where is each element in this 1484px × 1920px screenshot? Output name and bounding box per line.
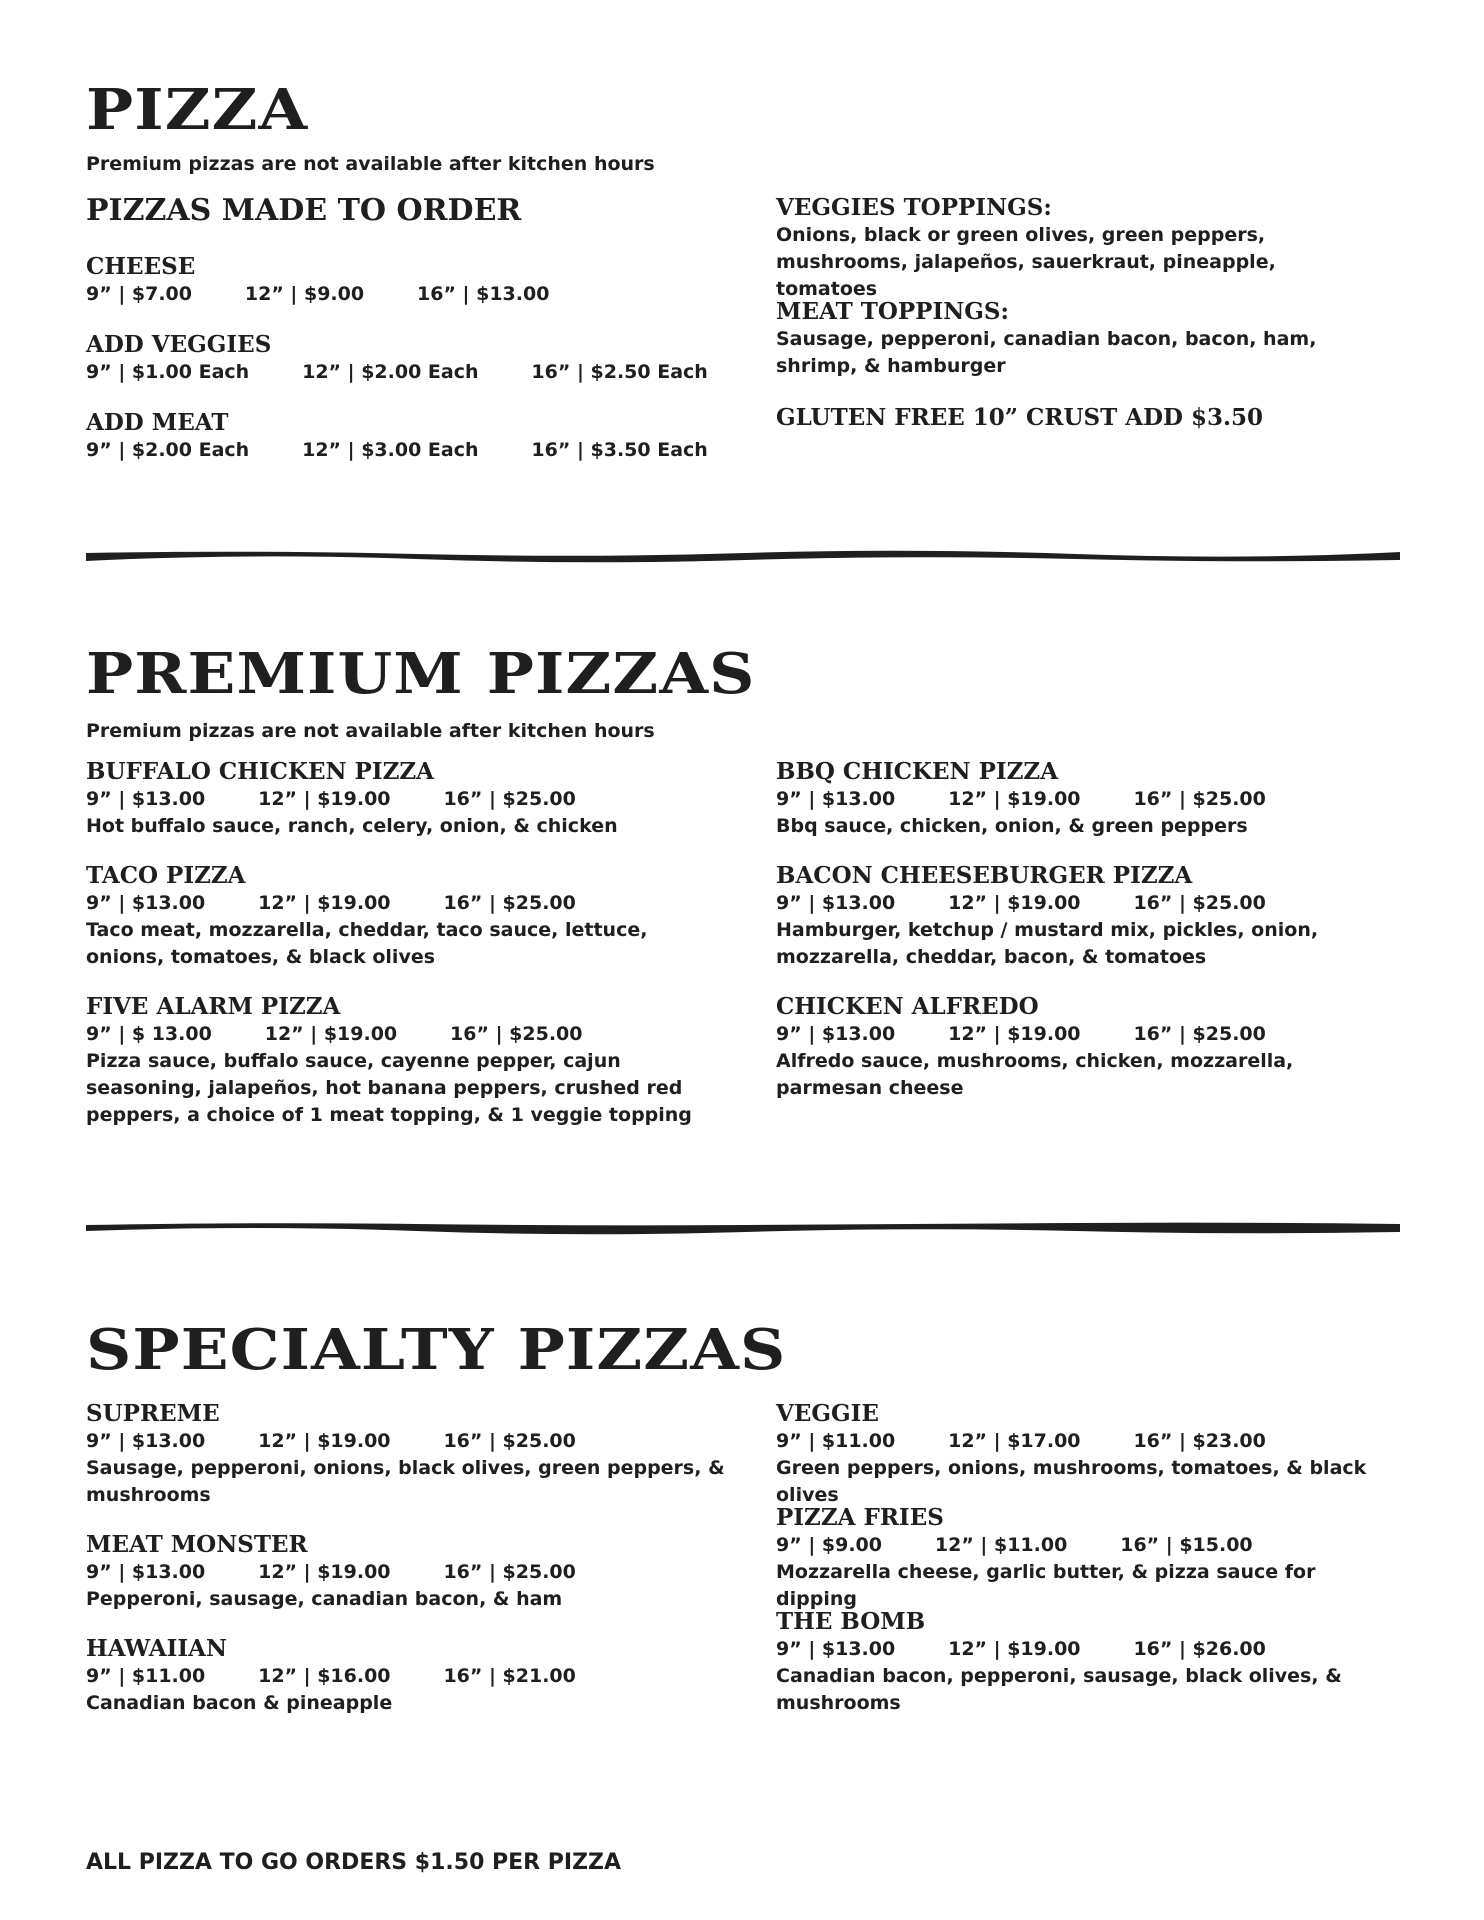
to-go-orders-note: ALL PIZZA TO GO ORDERS $1.50 PER PIZZA bbox=[86, 1850, 622, 1875]
veggies-toppings-list: Onions, black or green olives, green peppers, mushrooms, jalapeños, sauerkraut, pineapple, tomatoes bbox=[776, 224, 1276, 300]
item-description: Alfredo sauce, mushrooms, chicken, mozzarella, parmesan cheese bbox=[776, 1050, 1294, 1099]
item-name: BACON CHEESEBURGER PIZZA bbox=[776, 862, 1193, 889]
item-description: Taco meat, mozzarella, cheddar, taco sauce, lettuce, onions, tomatoes, & black olives bbox=[86, 919, 648, 968]
item-prices: 9” | $ 13.00 12” | $19.00 16” | $25.00 bbox=[86, 1023, 583, 1045]
meat-toppings bbox=[776, 298, 1376, 380]
pizza-section-title: PIZZA bbox=[86, 77, 309, 143]
menu-item-the-bomb bbox=[776, 1608, 1416, 1717]
item-prices: 9” | $13.00 12” | $19.00 16” | $25.00 bbox=[776, 1023, 1266, 1045]
item-description: Pizza sauce, buffalo sauce, cayenne pepper, cajun seasoning, jalapeños, hot banana peppers, crushed red peppers, a choice of 1 meat topping, & 1 veggie topping bbox=[86, 1050, 692, 1126]
menu-item-cheese bbox=[86, 253, 726, 308]
veggies-toppings-title: VEGGIES TOPPINGS: bbox=[776, 194, 1052, 221]
menu-item-buffalo-chicken bbox=[86, 758, 726, 840]
item-name: HAWAIIAN bbox=[86, 1635, 228, 1662]
meat-toppings-list: Sausage, pepperoni, canadian bacon, bacon, ham, shrimp, & hamburger bbox=[776, 328, 1317, 377]
item-prices: 9” | $2.00 Each 12” | $3.00 Each 16” | $3.50 Each bbox=[86, 439, 708, 461]
menu-item-bacon-cheeseburger bbox=[776, 862, 1396, 971]
item-name: TACO PIZZA bbox=[86, 862, 246, 889]
item-prices: 9” | $7.00 12” | $9.00 16” | $13.00 bbox=[86, 283, 550, 305]
gluten-free-note: GLUTEN FREE 10” CRUST ADD $3.50 bbox=[776, 404, 1264, 431]
item-name: SUPREME bbox=[86, 1400, 220, 1427]
menu-item-bbq-chicken bbox=[776, 758, 1396, 840]
menu-item-chicken-alfredo bbox=[776, 993, 1296, 1102]
item-name: ADD VEGGIES bbox=[86, 331, 272, 358]
section-divider bbox=[86, 548, 1400, 568]
section-divider bbox=[86, 1219, 1400, 1239]
item-prices: 9” | $13.00 12” | $19.00 16” | $25.00 bbox=[86, 892, 576, 914]
item-description: Mozzarella cheese, garlic butter, & pizza sauce for dipping bbox=[776, 1561, 1316, 1610]
item-description: Canadian bacon, pepperoni, sausage, black olives, & mushrooms bbox=[776, 1665, 1342, 1714]
item-prices: 9” | $13.00 12” | $19.00 16” | $25.00 bbox=[86, 1430, 576, 1452]
item-description: Green peppers, onions, mushrooms, tomatoes, & black olives bbox=[776, 1457, 1367, 1506]
item-prices: 9” | $1.00 Each 12” | $2.00 Each 16” | $2.50 Each bbox=[86, 361, 708, 383]
menu-item-add-meat bbox=[86, 409, 726, 464]
veggies-toppings bbox=[776, 194, 1376, 303]
item-name: MEAT MONSTER bbox=[86, 1531, 308, 1558]
menu-item-veggie bbox=[776, 1400, 1396, 1509]
item-name: PIZZA FRIES bbox=[776, 1504, 944, 1531]
item-name: THE BOMB bbox=[776, 1608, 926, 1635]
menu-item-add-veggies bbox=[86, 331, 726, 386]
menu-item-taco-pizza bbox=[86, 862, 726, 971]
item-prices: 9” | $13.00 12” | $19.00 16” | $26.00 bbox=[776, 1638, 1266, 1660]
item-description: Sausage, pepperoni, onions, black olives, green peppers, & mushrooms bbox=[86, 1457, 725, 1506]
item-description: Pepperoni, sausage, canadian bacon, & ham bbox=[86, 1588, 563, 1610]
item-name: VEGGIE bbox=[776, 1400, 879, 1427]
meat-toppings-title: MEAT TOPPINGS: bbox=[776, 298, 1009, 325]
item-name: BBQ CHICKEN PIZZA bbox=[776, 758, 1059, 785]
item-name: CHICKEN ALFREDO bbox=[776, 993, 1039, 1020]
item-prices: 9” | $13.00 12” | $19.00 16” | $25.00 bbox=[86, 1561, 576, 1583]
premium-availability-note: Premium pizzas are not available after kitchen hours bbox=[86, 720, 655, 742]
specialty-section-title: SPECIALTY PIZZAS bbox=[86, 1317, 787, 1383]
item-prices: 9” | $11.00 12” | $16.00 16” | $21.00 bbox=[86, 1665, 576, 1687]
item-prices: 9” | $13.00 12” | $19.00 16” | $25.00 bbox=[776, 788, 1266, 810]
made-to-order-heading: PIZZAS MADE TO ORDER bbox=[86, 193, 522, 228]
item-name: BUFFALO CHICKEN PIZZA bbox=[86, 758, 434, 785]
menu-item-meat-monster bbox=[86, 1531, 726, 1613]
item-prices: 9” | $11.00 12” | $17.00 16” | $23.00 bbox=[776, 1430, 1266, 1452]
item-prices: 9” | $13.00 12” | $19.00 16” | $25.00 bbox=[86, 788, 576, 810]
item-name: FIVE ALARM PIZZA bbox=[86, 993, 341, 1020]
premium-section-title: PREMIUM PIZZAS bbox=[86, 641, 756, 707]
item-description: Bbq sauce, chicken, onion, & green peppers bbox=[776, 815, 1248, 837]
menu-item-pizza-fries bbox=[776, 1504, 1396, 1613]
item-description: Canadian bacon & pineapple bbox=[86, 1692, 393, 1714]
menu-item-supreme bbox=[86, 1400, 726, 1509]
menu-item-five-alarm bbox=[86, 993, 711, 1129]
item-prices: 9” | $13.00 12” | $19.00 16” | $25.00 bbox=[776, 892, 1266, 914]
item-description: Hot buffalo sauce, ranch, celery, onion, & chicken bbox=[86, 815, 618, 837]
menu-item-hawaiian bbox=[86, 1635, 726, 1717]
pizza-availability-note: Premium pizzas are not available after kitchen hours bbox=[86, 153, 655, 175]
item-prices: 9” | $9.00 12” | $11.00 16” | $15.00 bbox=[776, 1534, 1253, 1556]
item-description: Hamburger, ketchup / mustard mix, pickles, onion, mozzarella, cheddar, bacon, & tomatoes bbox=[776, 919, 1319, 968]
item-name: CHEESE bbox=[86, 253, 196, 280]
item-name: ADD MEAT bbox=[86, 409, 229, 436]
